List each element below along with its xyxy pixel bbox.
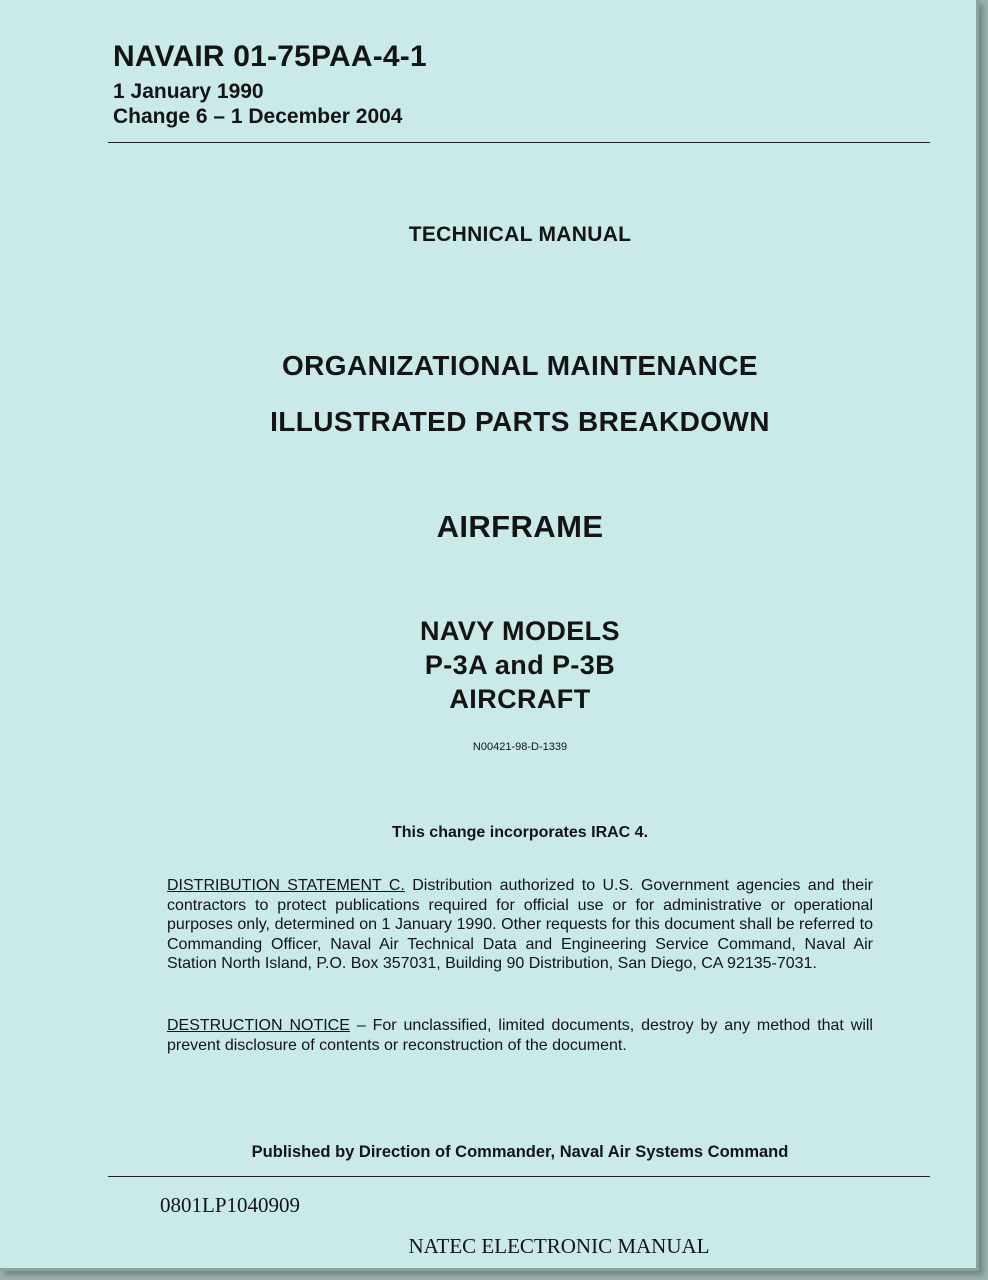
change-note: This change incorporates IRAC 4. <box>391 824 649 841</box>
destruction-label: DESTRUCTION NOTICE <box>167 1017 350 1034</box>
footer-divider <box>108 1176 930 1177</box>
document-number: NAVAIR 01-75PAA-4-1 <box>113 40 427 73</box>
subject-title: AIRFRAME <box>436 509 604 544</box>
models-line-3: AIRCRAFT <box>449 684 591 714</box>
change-date: Change 6 – 1 December 2004 <box>113 105 403 128</box>
contract-number: N00421-98-D-1339 <box>472 741 568 753</box>
publisher-line: Published by Direction of Commander, Naval Air Systems Command <box>251 1143 789 1161</box>
title-line-1: ORGANIZATIONAL MAINTENANCE <box>281 350 758 381</box>
title-line-2: ILLUSTRATED PARTS BREAKDOWN <box>270 406 770 437</box>
document-type: TECHNICAL MANUAL <box>408 223 632 246</box>
distribution-text: Distribution authorized to U.S. Government agencies and their contractors to protect publications required for official use or for administrative or operational purposes only, determined on 1 January 1990. Other requests for this document shall be referred to Commanding Officer, Naval Air Technical Data and Engineering Service Command, Naval Air Station North Island, P.O. Box 357031, Building 90 Distribution, San Diego, CA 92135-7031. <box>167 877 873 972</box>
header-divider <box>108 142 930 143</box>
models-line-2: P-3A and P-3B <box>424 650 616 680</box>
issue-date: 1 January 1990 <box>113 80 264 103</box>
distribution-label: DISTRIBUTION STATEMENT C. <box>167 877 405 894</box>
destruction-notice <box>167 1016 873 1055</box>
distribution-statement <box>167 876 873 974</box>
control-code: 0801LP1040909 <box>160 1193 301 1217</box>
models-line-1: NAVY MODELS <box>420 616 620 646</box>
destruction-text: – For unclassified, limited documents, destroy by any method that will prevent disclosure of contents or reconstruction of the document. <box>167 1017 873 1054</box>
footer-label: NATEC ELECTRONIC MANUAL <box>408 1234 710 1258</box>
